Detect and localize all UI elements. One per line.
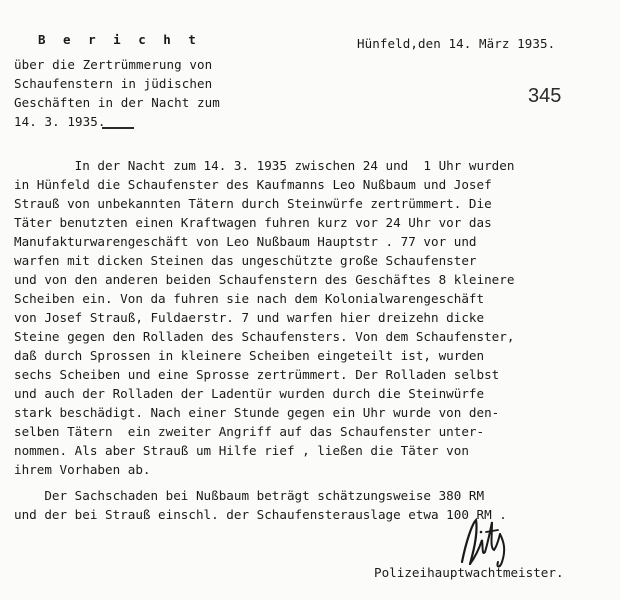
body-line-15: selben Tätern ein zweiter Angriff auf das Schaufenster unter- [14, 424, 485, 439]
body-line-17: ihrem Vorhaben ab. [14, 462, 151, 477]
body-line-18: Der Sachschaden bei Nußbaum beträgt schätzungsweise 380 RM [14, 488, 485, 503]
place-date: Hünfeld,den 14. März 1935. [357, 36, 556, 51]
body-line-5: Manufakturwarengeschäft von Leo Nußbaum Hauptstr . 77 vor und [14, 234, 477, 249]
body-line-2: in Hünfeld die Schaufenster des Kaufmanns Leo Nußbaum und Josef [14, 177, 492, 192]
body-line-14: stark beschädigt. Nach einer Stunde gegen ein Uhr wurde von den- [14, 405, 500, 420]
body-line-7: und von den anderen beiden Schaufenstern des Geschäftes 8 kleinere [14, 272, 515, 287]
body-line-3: Strauß von unbekannten Tätern durch Steinwürfe zertrümmert. Die [14, 196, 492, 211]
body-line-11: daß durch Sprossen in kleinere Scheiben eingeteilt ist, wurden [14, 348, 485, 363]
body-line-13: und auch der Rolladen der Ladentür wurden durch die Steinwürfe [14, 386, 485, 401]
body-line-6: warfen mit dicken Steinen das ungeschützte große Schaufenster [14, 253, 477, 268]
separator-line [102, 127, 134, 129]
body-line-1: In der Nacht zum 14. 3. 1935 zwischen 24 und 1 Uhr wurden [14, 158, 515, 173]
body-line-9: von Josef Strauß, Fuldaerstr. 7 und warfen hier dreizehn dicke [14, 310, 485, 325]
body-line-8: Scheiben ein. Von da fuhren sie nach dem Kolonialwarengeschäft [14, 291, 485, 306]
report-title: B e r i c h t [38, 32, 201, 47]
subject-line-1: über die Zertrümmerung von [14, 57, 213, 72]
subject-line-4: 14. 3. 1935. [14, 114, 106, 129]
body-line-19: und der bei Strauß einschl. der Schaufensterauslage etwa 100 RM . [14, 507, 507, 522]
body-line-16: nommen. Als aber Strauß um Hilfe rief , ließen die Täter von [14, 443, 469, 458]
body-line-10: Steine gegen den Rolladen des Schaufensters. Von dem Schaufenster, [14, 329, 515, 344]
body-line-12: sechs Scheiben und eine Sprosse zertrümmert. Der Rolladen selbst [14, 367, 500, 382]
signature-title: Polizeihauptwachtmeister. [374, 565, 564, 580]
document-number: 345 [528, 85, 562, 107]
handwritten-signature [452, 512, 522, 572]
subject-line-3: Geschäften in der Nacht zum [14, 95, 220, 110]
body-line-4: Täter benutzten einen Kraftwagen fuhren kurz vor 24 Uhr vor das [14, 215, 492, 230]
subject-line-2: Schaufenstern in jüdischen [14, 76, 213, 91]
